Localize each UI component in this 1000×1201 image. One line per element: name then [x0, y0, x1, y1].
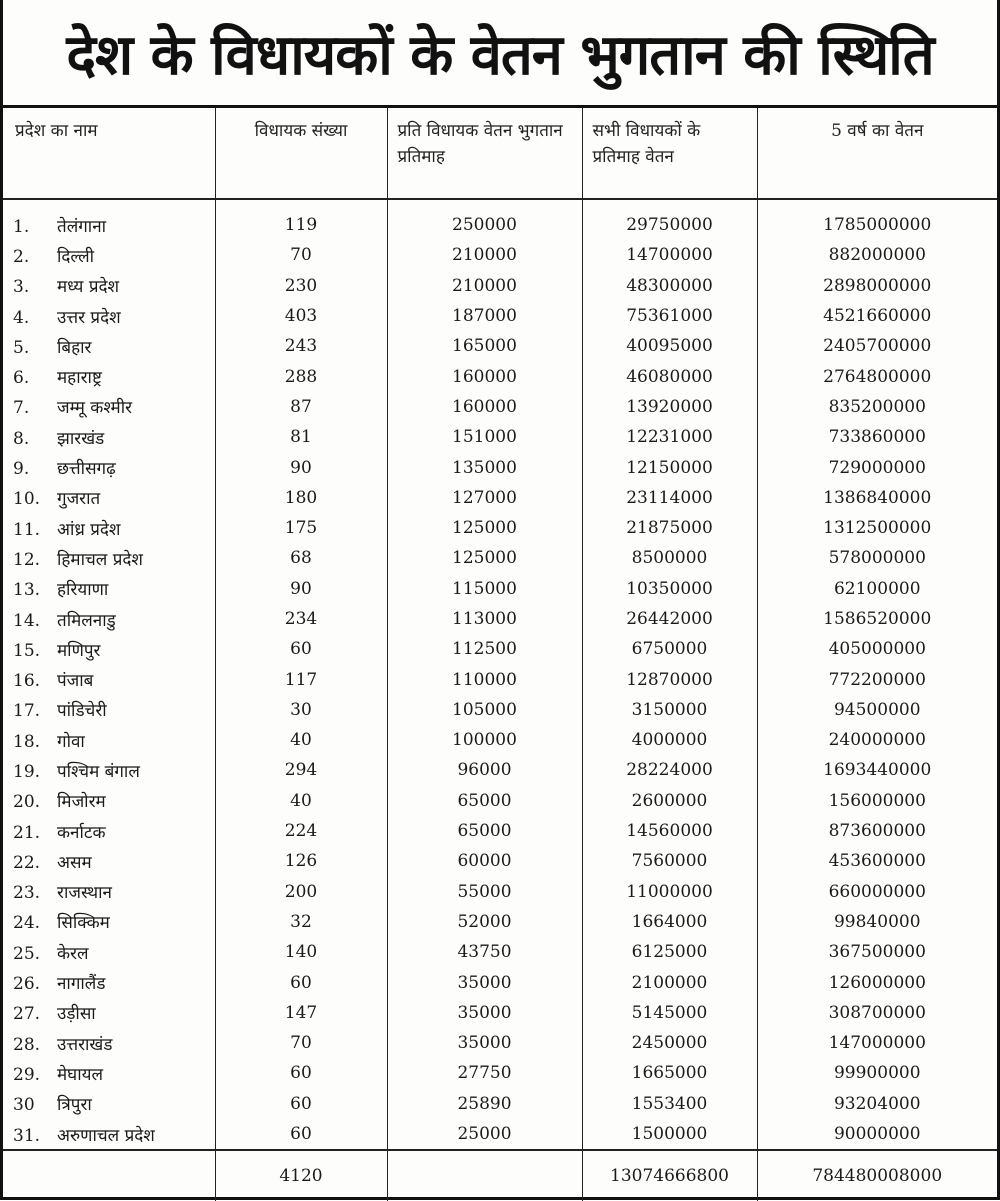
- state-cell: [3, 816, 215, 846]
- state-cell: [3, 301, 215, 331]
- state-name: कर्नाटक: [57, 822, 106, 843]
- total-state: [3, 1150, 215, 1201]
- salary-per-mla-cell: 43750: [387, 937, 582, 967]
- row-number: 13.: [13, 580, 41, 601]
- mla-count-cell: 200: [215, 877, 387, 907]
- row-number: 18.: [13, 731, 41, 752]
- mla-count-cell: 224: [215, 816, 387, 846]
- row-number: 12.: [13, 549, 41, 570]
- state-cell: [3, 1028, 215, 1058]
- monthly-total-cell: 26442000: [582, 604, 757, 634]
- monthly-total-cell: 12231000: [582, 422, 757, 452]
- state-cell: [3, 199, 215, 240]
- table-row: [3, 816, 997, 846]
- state-name: असम: [57, 852, 92, 873]
- state-cell: [3, 240, 215, 270]
- row-number: 21.: [13, 822, 41, 843]
- header-monthly-all: सभी विधायकों के प्रतिमाह वेतन: [582, 108, 757, 199]
- row-number: 31.: [13, 1125, 41, 1146]
- five-year-total-cell: 2898000000: [757, 271, 997, 301]
- monthly-total-cell: 5145000: [582, 998, 757, 1028]
- five-year-total-cell: 2405700000: [757, 331, 997, 361]
- salary-per-mla-cell: 25890: [387, 1089, 582, 1119]
- table-row: [3, 513, 997, 543]
- mla-count-cell: 117: [215, 664, 387, 694]
- state-name: झारखंड: [57, 428, 105, 449]
- salary-per-mla-cell: 151000: [387, 422, 582, 452]
- state-cell: [3, 664, 215, 694]
- state-cell: [3, 725, 215, 755]
- monthly-total-cell: 46080000: [582, 361, 757, 391]
- salary-per-mla-cell: 127000: [387, 483, 582, 513]
- monthly-total-cell: 6125000: [582, 937, 757, 967]
- salary-per-mla-cell: 65000: [387, 816, 582, 846]
- state-name: तमिलनाडु: [57, 610, 116, 631]
- mla-count-cell: 30: [215, 695, 387, 725]
- state-cell: [3, 1058, 215, 1088]
- table-row: [3, 664, 997, 694]
- five-year-total-cell: 405000000: [757, 634, 997, 664]
- row-number: 23.: [13, 883, 41, 904]
- state-name: जम्मू कश्मीर: [57, 398, 133, 419]
- mla-count-cell: 60: [215, 1119, 387, 1150]
- state-cell: [3, 604, 215, 634]
- salary-per-mla-cell: 160000: [387, 392, 582, 422]
- monthly-total-cell: 2100000: [582, 967, 757, 997]
- mla-count-cell: 175: [215, 513, 387, 543]
- state-cell: [3, 937, 215, 967]
- five-year-total-cell: 90000000: [757, 1119, 997, 1150]
- table-row: [3, 199, 997, 240]
- salary-per-mla-cell: 25000: [387, 1119, 582, 1150]
- five-year-total-cell: 62100000: [757, 574, 997, 604]
- table-row: [3, 907, 997, 937]
- mla-count-cell: 70: [215, 240, 387, 270]
- mla-count-cell: 90: [215, 574, 387, 604]
- salary-per-mla-cell: 110000: [387, 664, 582, 694]
- five-year-total-cell: 126000000: [757, 967, 997, 997]
- state-cell: [3, 574, 215, 604]
- row-number: 20.: [13, 792, 41, 813]
- five-year-total-cell: 1785000000: [757, 199, 997, 240]
- five-year-total-cell: 308700000: [757, 998, 997, 1028]
- table-body: [3, 199, 997, 1150]
- row-number: 25.: [13, 943, 41, 964]
- five-year-total-cell: 94500000: [757, 695, 997, 725]
- header-state: प्रदेश का नाम: [3, 108, 215, 199]
- monthly-total-cell: 12870000: [582, 664, 757, 694]
- monthly-total-cell: 3150000: [582, 695, 757, 725]
- salary-per-mla-cell: 35000: [387, 967, 582, 997]
- row-number: 27.: [13, 1004, 41, 1025]
- state-cell: [3, 877, 215, 907]
- state-cell: [3, 907, 215, 937]
- monthly-total-cell: 21875000: [582, 513, 757, 543]
- state-name: मणिपुर: [57, 640, 101, 661]
- table-row: [3, 967, 997, 997]
- five-year-total-cell: 99900000: [757, 1058, 997, 1088]
- monthly-total-cell: 10350000: [582, 574, 757, 604]
- state-name: सिक्किम: [57, 913, 110, 934]
- salary-per-mla-cell: 210000: [387, 271, 582, 301]
- salary-per-mla-cell: 115000: [387, 574, 582, 604]
- salary-per-mla-cell: 100000: [387, 725, 582, 755]
- header-five-year: 5 वर्ष का वेतन: [757, 108, 997, 199]
- state-name: तेलंगाना: [57, 216, 107, 237]
- table-row: [3, 574, 997, 604]
- table-row: [3, 846, 997, 876]
- row-number: 16.: [13, 671, 41, 692]
- mla-count-cell: 234: [215, 604, 387, 634]
- mla-count-cell: 119: [215, 199, 387, 240]
- five-year-total-cell: 772200000: [757, 664, 997, 694]
- salary-per-mla-cell: 35000: [387, 998, 582, 1028]
- table-row: [3, 634, 997, 664]
- state-name: नागालैंड: [57, 974, 106, 995]
- monthly-total-cell: 1664000: [582, 907, 757, 937]
- mla-count-cell: 70: [215, 1028, 387, 1058]
- monthly-total-cell: 23114000: [582, 483, 757, 513]
- state-cell: [3, 483, 215, 513]
- state-name: बिहार: [57, 337, 92, 358]
- five-year-total-cell: 1586520000: [757, 604, 997, 634]
- monthly-total-cell: 40095000: [582, 331, 757, 361]
- state-cell: [3, 755, 215, 785]
- five-year-total-cell: 99840000: [757, 907, 997, 937]
- state-cell: [3, 634, 215, 664]
- state-name: हिमाचल प्रदेश: [57, 549, 143, 570]
- salary-per-mla-cell: 60000: [387, 846, 582, 876]
- page-title: देश के विधायकों के वेतन भुगतान की स्थिति: [66, 22, 934, 88]
- table-row: [3, 361, 997, 391]
- row-number: 7.: [13, 398, 30, 419]
- table-row: [3, 543, 997, 573]
- table-row: [3, 1058, 997, 1088]
- table-row: [3, 786, 997, 816]
- mla-count-cell: 180: [215, 483, 387, 513]
- row-number: 28.: [13, 1034, 41, 1055]
- salary-per-mla-cell: 52000: [387, 907, 582, 937]
- monthly-total-cell: 1500000: [582, 1119, 757, 1150]
- state-name: हरियाणा: [57, 580, 109, 601]
- mla-count-cell: 87: [215, 392, 387, 422]
- row-number: 2.: [13, 246, 30, 267]
- table-header: [3, 108, 997, 199]
- monthly-total-cell: 8500000: [582, 543, 757, 573]
- state-cell: [3, 1089, 215, 1119]
- monthly-total-cell: 6750000: [582, 634, 757, 664]
- five-year-total-cell: 93204000: [757, 1089, 997, 1119]
- salary-per-mla-cell: 112500: [387, 634, 582, 664]
- table-footer: [3, 1150, 997, 1201]
- state-name: दिल्ली: [57, 246, 95, 267]
- five-year-total-cell: 882000000: [757, 240, 997, 270]
- state-name: मिजोरम: [57, 792, 106, 813]
- table-row: [3, 877, 997, 907]
- table-row: [3, 1089, 997, 1119]
- state-name: गुजरात: [57, 489, 101, 510]
- monthly-total-cell: 12150000: [582, 452, 757, 482]
- salary-per-mla-cell: 113000: [387, 604, 582, 634]
- row-number: 24.: [13, 913, 41, 934]
- monthly-total-cell: 7560000: [582, 846, 757, 876]
- state-cell: [3, 361, 215, 391]
- table-row: [3, 755, 997, 785]
- row-number: 17.: [13, 701, 41, 722]
- header-salary-per-mla: प्रति विधायक वेतन भुगतान प्रतिमाह: [387, 108, 582, 199]
- table-row: [3, 240, 997, 270]
- monthly-total-cell: 2450000: [582, 1028, 757, 1058]
- table-row: [3, 331, 997, 361]
- salary-per-mla-cell: 96000: [387, 755, 582, 785]
- state-name: गोवा: [57, 731, 85, 752]
- monthly-total-cell: 2600000: [582, 786, 757, 816]
- monthly-total-cell: 1665000: [582, 1058, 757, 1088]
- monthly-total-cell: 11000000: [582, 877, 757, 907]
- state-name: पश्चिम बंगाल: [57, 761, 140, 782]
- mla-count-cell: 60: [215, 1089, 387, 1119]
- five-year-total-cell: 240000000: [757, 725, 997, 755]
- table-row: [3, 695, 997, 725]
- salary-per-mla-cell: 125000: [387, 513, 582, 543]
- row-number: 9.: [13, 459, 30, 480]
- salary-per-mla-cell: 35000: [387, 1028, 582, 1058]
- five-year-total-cell: 729000000: [757, 452, 997, 482]
- row-number: 15.: [13, 640, 41, 661]
- salary-per-mla-cell: 187000: [387, 301, 582, 331]
- monthly-total-cell: 29750000: [582, 199, 757, 240]
- row-number: 3.: [13, 277, 30, 298]
- mla-count-cell: 60: [215, 634, 387, 664]
- state-name: मेघायल: [57, 1064, 104, 1085]
- state-name: पंजाब: [57, 671, 94, 692]
- table-row: [3, 1028, 997, 1058]
- mla-count-cell: 230: [215, 271, 387, 301]
- salary-per-mla-cell: 105000: [387, 695, 582, 725]
- mla-salary-table: [3, 108, 997, 1201]
- state-name: त्रिपुरा: [57, 1095, 92, 1116]
- row-number: 1.: [13, 216, 30, 237]
- mla-count-cell: 40: [215, 786, 387, 816]
- monthly-total-cell: 1553400: [582, 1089, 757, 1119]
- monthly-total-cell: 48300000: [582, 271, 757, 301]
- table-row: [3, 998, 997, 1028]
- mla-count-cell: 32: [215, 907, 387, 937]
- table-row: [3, 604, 997, 634]
- mla-count-cell: 81: [215, 422, 387, 452]
- state-cell: [3, 543, 215, 573]
- row-number: 22.: [13, 852, 41, 873]
- row-number: 10.: [13, 489, 41, 510]
- row-number: 14.: [13, 610, 41, 631]
- state-cell: [3, 998, 215, 1028]
- state-cell: [3, 1119, 215, 1150]
- state-cell: [3, 967, 215, 997]
- mla-count-cell: 90: [215, 452, 387, 482]
- salary-per-mla-cell: 250000: [387, 199, 582, 240]
- mla-count-cell: 68: [215, 543, 387, 573]
- header-mla-count: विधायक संख्या: [215, 108, 387, 199]
- state-cell: [3, 846, 215, 876]
- state-name: केरल: [57, 943, 89, 964]
- monthly-total-cell: 28224000: [582, 755, 757, 785]
- salary-per-mla-cell: 65000: [387, 786, 582, 816]
- table-row: [3, 483, 997, 513]
- total-mlas: 4120: [215, 1150, 387, 1201]
- monthly-total-cell: 4000000: [582, 725, 757, 755]
- mla-count-cell: 147: [215, 998, 387, 1028]
- five-year-total-cell: 453600000: [757, 846, 997, 876]
- state-name: पांडिचेरी: [57, 701, 107, 722]
- five-year-total-cell: 156000000: [757, 786, 997, 816]
- state-name: महाराष्ट्र: [57, 368, 102, 389]
- total-per-mla: [387, 1150, 582, 1201]
- five-year-total-cell: 1386840000: [757, 483, 997, 513]
- salary-per-mla-cell: 165000: [387, 331, 582, 361]
- title-bar: [3, 0, 997, 108]
- mla-count-cell: 403: [215, 301, 387, 331]
- table-row: [3, 271, 997, 301]
- mla-count-cell: 40: [215, 725, 387, 755]
- salary-per-mla-cell: 210000: [387, 240, 582, 270]
- row-number: 11.: [13, 519, 41, 540]
- table-row: [3, 301, 997, 331]
- table-row: [3, 422, 997, 452]
- table-row: [3, 392, 997, 422]
- five-year-total-cell: 835200000: [757, 392, 997, 422]
- monthly-total-cell: 14700000: [582, 240, 757, 270]
- table-row: [3, 725, 997, 755]
- row-number: 4.: [13, 307, 30, 328]
- five-year-total-cell: 2764800000: [757, 361, 997, 391]
- mla-count-cell: 288: [215, 361, 387, 391]
- state-cell: [3, 513, 215, 543]
- monthly-total-cell: 13920000: [582, 392, 757, 422]
- state-cell: [3, 331, 215, 361]
- mla-count-cell: 294: [215, 755, 387, 785]
- five-year-total-cell: 660000000: [757, 877, 997, 907]
- row-number: 5.: [13, 337, 30, 358]
- five-year-total-cell: 873600000: [757, 816, 997, 846]
- mla-count-cell: 60: [215, 967, 387, 997]
- monthly-total-cell: 14560000: [582, 816, 757, 846]
- salary-per-mla-cell: 27750: [387, 1058, 582, 1088]
- state-name: अरुणाचल प्रदेश: [57, 1125, 155, 1146]
- total-monthly: 13074666800: [582, 1150, 757, 1201]
- mla-count-cell: 60: [215, 1058, 387, 1088]
- row-number: 8.: [13, 428, 30, 449]
- mla-count-cell: 243: [215, 331, 387, 361]
- five-year-total-cell: 1693440000: [757, 755, 997, 785]
- state-name: छत्तीसगढ़: [57, 459, 116, 480]
- table-row: [3, 937, 997, 967]
- salary-per-mla-cell: 160000: [387, 361, 582, 391]
- state-cell: [3, 422, 215, 452]
- five-year-total-cell: 147000000: [757, 1028, 997, 1058]
- mla-count-cell: 140: [215, 937, 387, 967]
- state-cell: [3, 271, 215, 301]
- row-number: 30: [13, 1095, 35, 1116]
- state-name: उड़ीसा: [57, 1004, 96, 1025]
- state-cell: [3, 695, 215, 725]
- five-year-total-cell: 1312500000: [757, 513, 997, 543]
- monthly-total-cell: 75361000: [582, 301, 757, 331]
- salary-per-mla-cell: 55000: [387, 877, 582, 907]
- five-year-total-cell: 4521660000: [757, 301, 997, 331]
- state-name: राजस्थान: [57, 883, 112, 904]
- state-name: आंध्र प्रदेश: [57, 519, 121, 540]
- five-year-total-cell: 733860000: [757, 422, 997, 452]
- row-number: 26.: [13, 974, 41, 995]
- state-name: मध्य प्रदेश: [57, 277, 120, 298]
- total-five-year: 784480008000: [757, 1150, 997, 1201]
- row-number: 6.: [13, 368, 30, 389]
- mla-count-cell: 126: [215, 846, 387, 876]
- state-name: उत्तराखंड: [57, 1034, 113, 1055]
- table-row: [3, 1119, 997, 1150]
- state-cell: [3, 786, 215, 816]
- table-row: [3, 452, 997, 482]
- row-number: 19.: [13, 761, 41, 782]
- row-number: 29.: [13, 1064, 41, 1085]
- salary-per-mla-cell: 125000: [387, 543, 582, 573]
- five-year-total-cell: 578000000: [757, 543, 997, 573]
- five-year-total-cell: 367500000: [757, 937, 997, 967]
- totals-row: [3, 1150, 997, 1201]
- salary-per-mla-cell: 135000: [387, 452, 582, 482]
- state-name: उत्तर प्रदेश: [57, 307, 121, 328]
- state-cell: [3, 452, 215, 482]
- state-cell: [3, 392, 215, 422]
